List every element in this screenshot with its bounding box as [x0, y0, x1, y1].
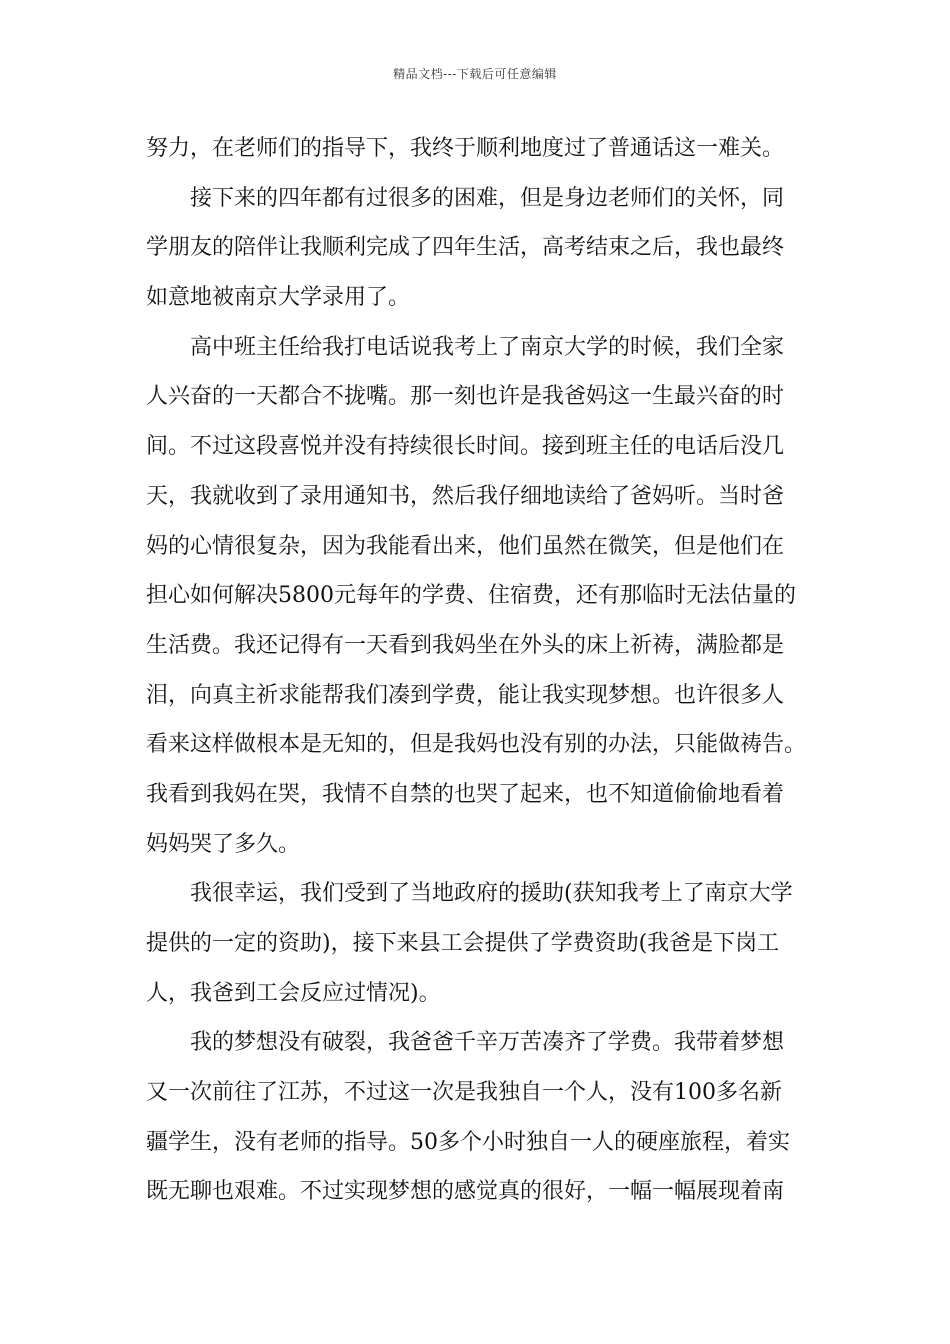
text-line: 如意地被南京大学录用了。 — [146, 285, 411, 311]
paragraph-start-line: 我很幸运，我们受到了当地政府的援助(获知我考上了南京大学 — [190, 881, 793, 907]
text-line: 间。不过这段喜悦并没有持续很长时间。接到班主任的电话后没几 — [146, 434, 785, 460]
page-header: 精品文档---下载后可任意编辑 — [393, 67, 557, 81]
text-line: 我看到我妈在哭，我情不自禁的也哭了起来，也不知道偷偷地看着 — [146, 781, 785, 807]
paragraph-start-line: 高中班主任给我打电话说我考上了南京大学的时候，我们全家 — [190, 334, 785, 360]
text-line: 学朋友的陪伴让我顺利完成了四年生活，高考结束之后，我也最终 — [146, 235, 785, 261]
text-line: 又一次前往了江苏，不过这一次是我独自一个人，没有100多名新 — [146, 1080, 782, 1106]
text-line: 担心如何解决5800元每年的学费、住宿费，还有那临时无法估量的 — [146, 583, 796, 609]
text-line: 疆学生，没有老师的指导。50多个小时独自一人的硬座旅程，着实 — [146, 1129, 790, 1155]
text-line: 泪，向真主祈求能帮我们凑到学费，能让我实现梦想。也许很多人 — [146, 682, 785, 708]
paragraph-start-line: 接下来的四年都有过很多的困难，但是身边老师们的关怀，同 — [190, 185, 785, 211]
document-body — [146, 124, 810, 1217]
text-line: 妈妈哭了多久。 — [146, 831, 301, 857]
text-line: 努力，在老师们的指导下，我终于顺利地度过了普通话这一难关。 — [146, 136, 785, 161]
paragraph-start-line: 我的梦想没有破裂，我爸爸千辛万苦凑齐了学费。我带着梦想 — [190, 1030, 785, 1056]
text-line: 人兴奋的一天都合不拢嘴。那一刻也许是我爸妈这一生最兴奋的时 — [146, 384, 785, 410]
text-line: 看来这样做根本是无知的，但是我妈也没有别的办法，只能做祷告。 — [146, 732, 807, 758]
text-line: 人，我爸到工会反应过情况)。 — [146, 980, 441, 1006]
text-line: 天，我就收到了录用通知书，然后我仔细地读给了爸妈听。当时爸 — [146, 483, 785, 509]
text-line: 既无聊也艰难。不过实现梦想的感觉真的很好，一幅一幅展现着南 — [146, 1179, 785, 1205]
text-line: 提供的一定的资助)，接下来县工会提供了学费资助(我爸是下岗工 — [146, 931, 780, 956]
text-line: 妈的心情很复杂，因为我能看出来，他们虽然在微笑，但是他们在 — [146, 533, 785, 559]
text-line: 生活费。我还记得有一天看到我妈坐在外头的床上祈祷，满脸都是 — [146, 632, 785, 658]
